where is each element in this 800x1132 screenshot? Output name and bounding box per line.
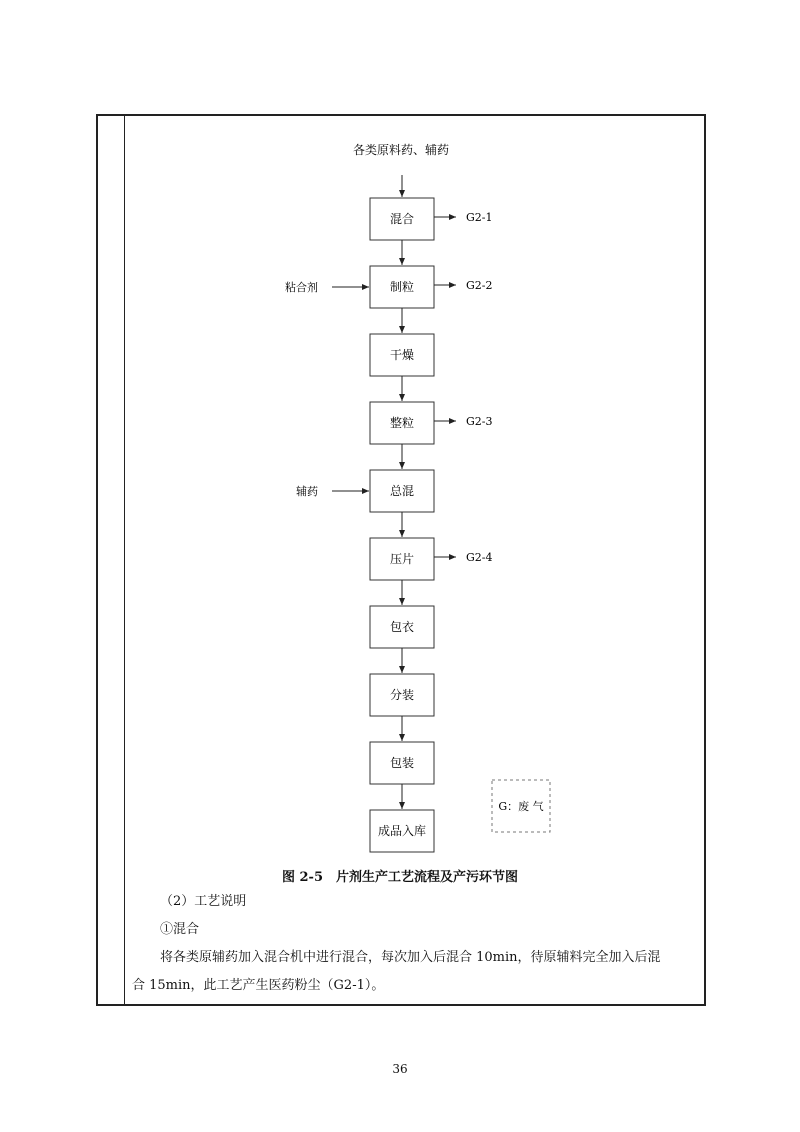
process-step-label: 成品入库 <box>377 824 427 838</box>
section-subheading: ①混合 <box>160 922 200 937</box>
raw-material-label: 各类原料药、辅药 <box>352 143 450 157</box>
process-step-label: 压片 <box>389 552 415 566</box>
emission-label: G2-1 <box>466 211 493 224</box>
input-label: 粘合剂 <box>285 281 318 294</box>
paragraph-line-1: 将各类原辅药加入混合机中进行混合，每次加入后混合 10min，待原辅料完全加入后混 <box>160 950 661 965</box>
process-step-label: 总混 <box>389 484 415 498</box>
process-step-label: 整粒 <box>389 416 415 430</box>
emission-label: G2-2 <box>466 279 493 292</box>
process-step-label: 分装 <box>389 688 415 702</box>
page-number: 36 <box>392 1062 408 1076</box>
process-step-label: 混合 <box>389 212 415 226</box>
emission-label: G2-3 <box>466 415 493 428</box>
section-heading: （2）工艺说明 <box>160 894 247 909</box>
legend-text: G：废 气 <box>498 800 544 813</box>
paragraph-line-2: 合 15min，此工艺产生医药粉尘（G2-1）。 <box>132 978 385 993</box>
input-label: 辅药 <box>296 485 318 498</box>
figure-caption: 图 2-5 片剂生产工艺流程及产污环节图 <box>281 870 518 885</box>
process-step-label: 制粒 <box>389 280 415 294</box>
process-step-label: 干燥 <box>389 348 415 362</box>
process-step-label: 包装 <box>389 756 415 770</box>
emission-label: G2-4 <box>466 551 493 564</box>
process-step-label: 包衣 <box>389 620 415 634</box>
